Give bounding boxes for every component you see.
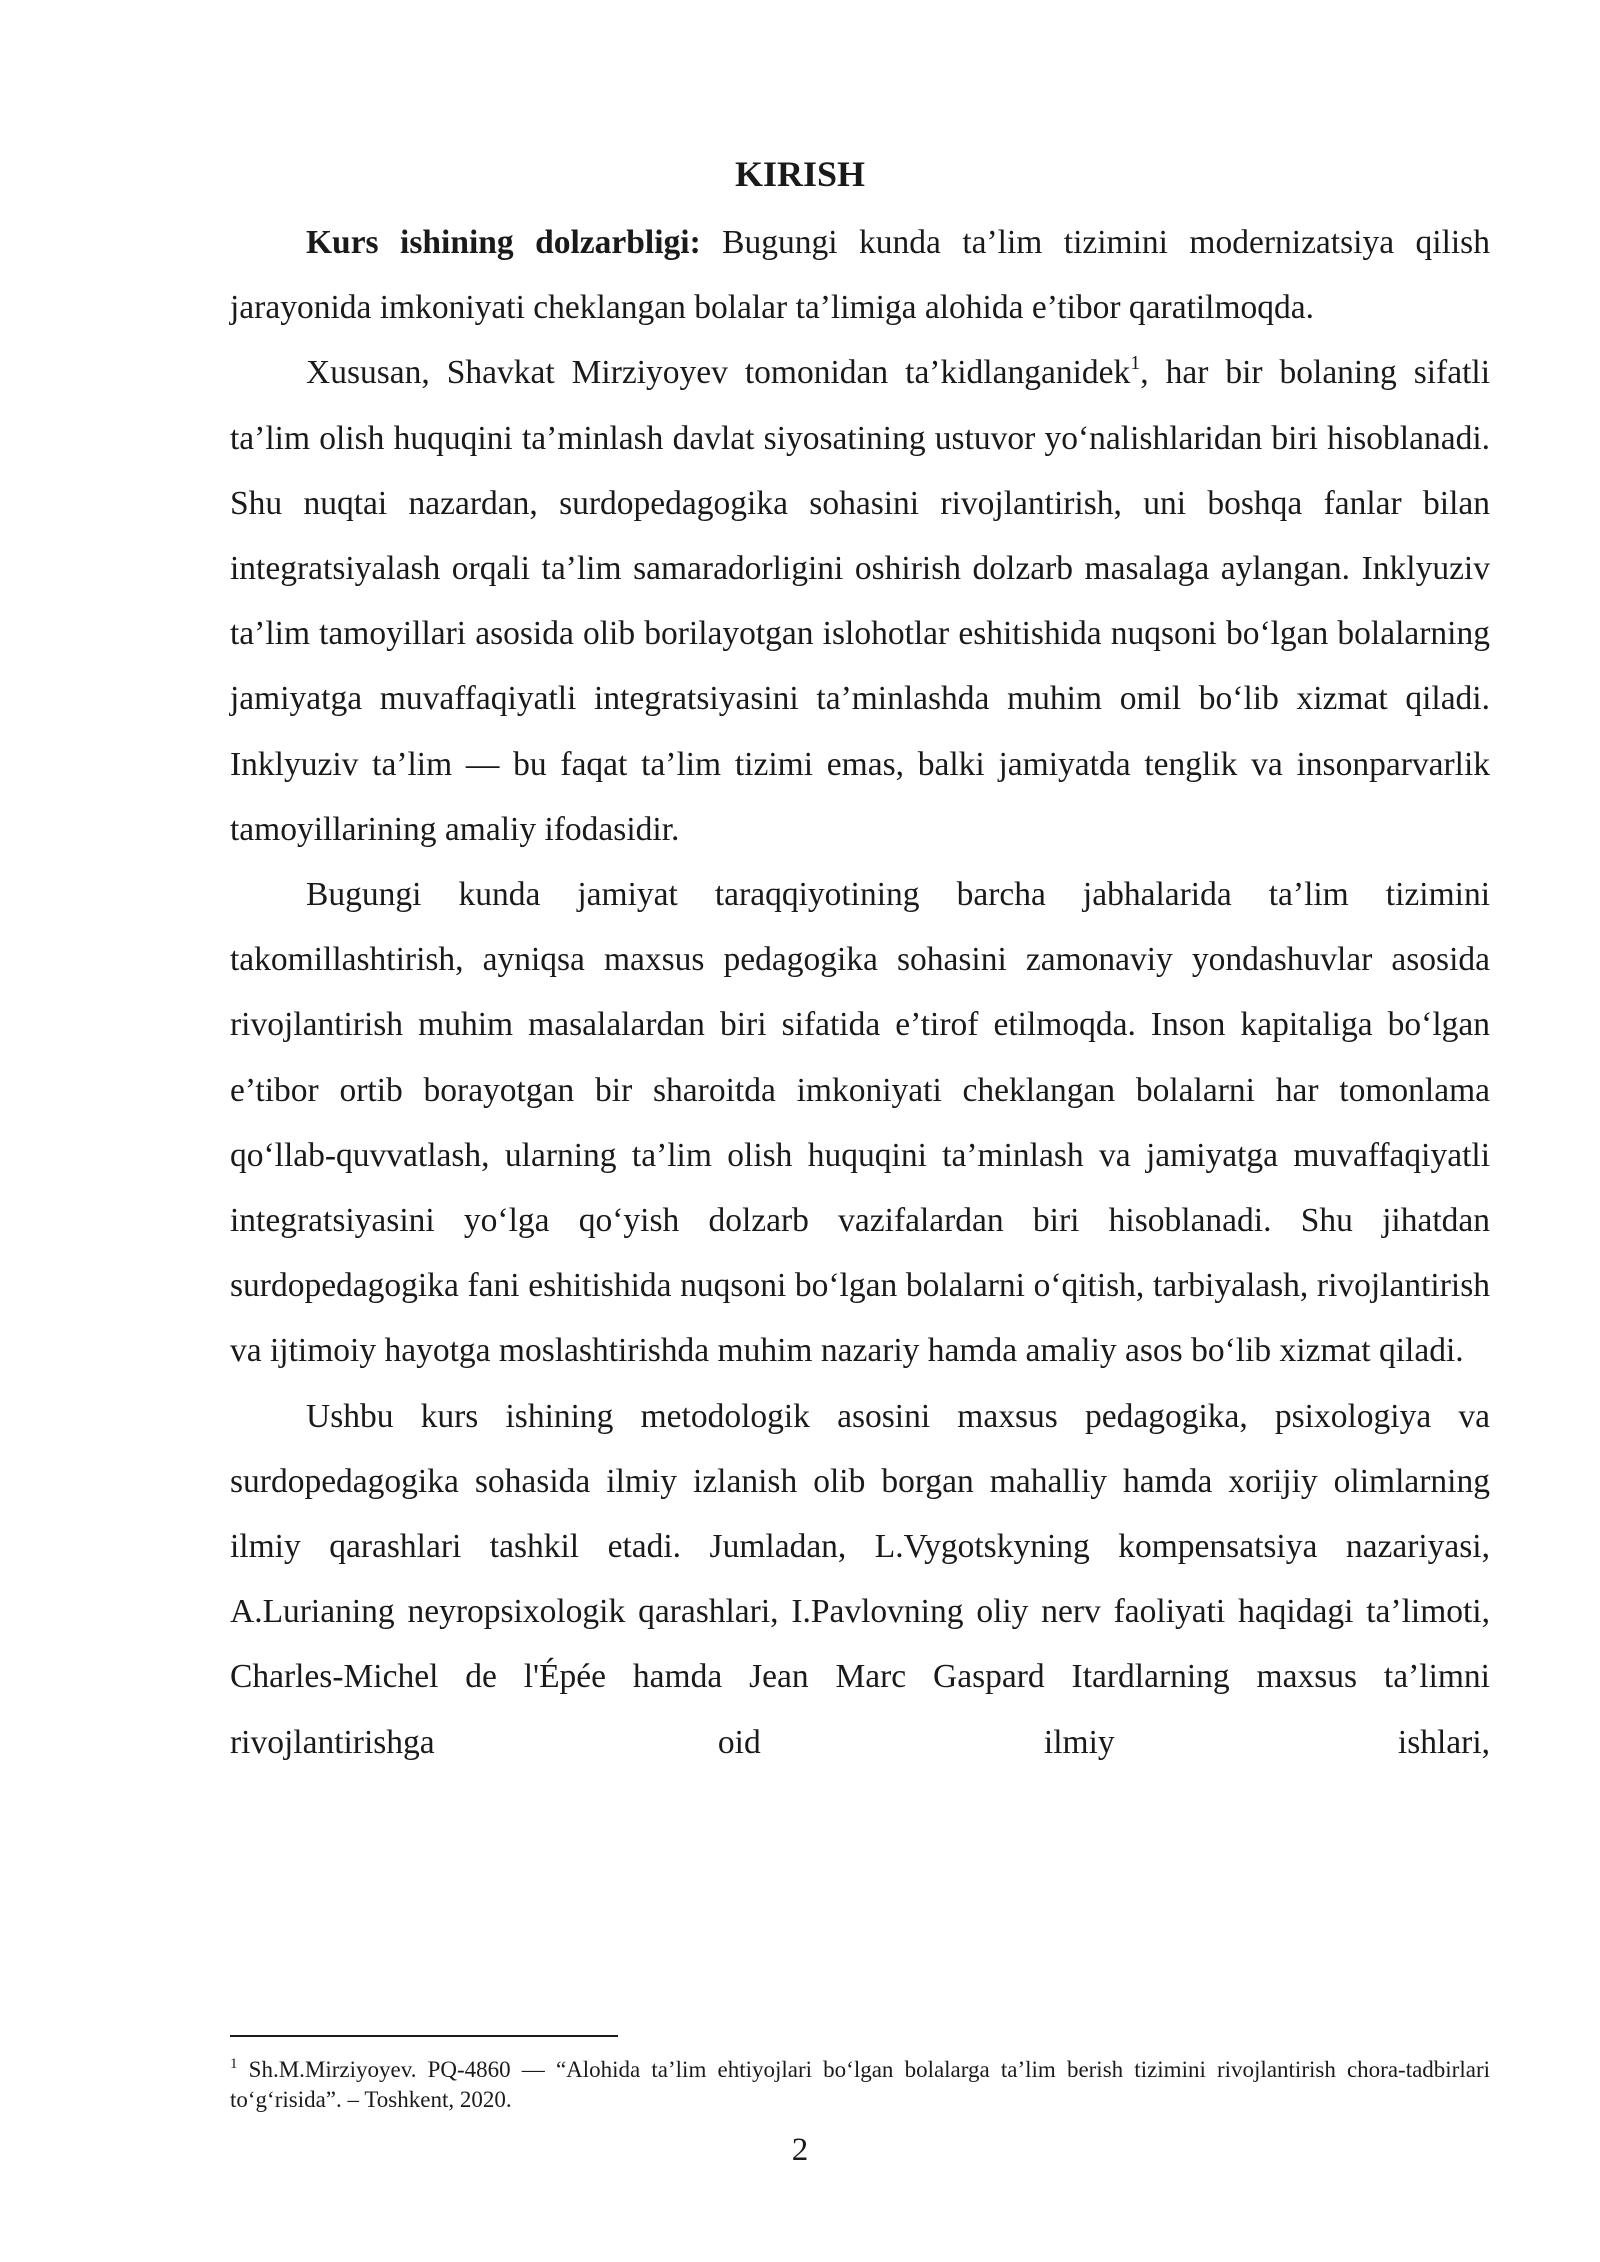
page-number: 2 [791,2132,809,2168]
footnote-mark: 1 [230,2056,238,2072]
paragraph-text: Ushbu kurs ishining metodologik asosini maxsus pedagogika, psixologiya va surdopedagogika sohasida ilmiy izlanish olib borgan mahalliy hamda xorijiy olimlarning ilmiy qarashlari tashkil etadi. Jumladan, L.Vygotskyning kompensatsiya nazariyasi, A.Lurianing neyropsixologik qarashlari, I.Pavlovning oliy nerv faoliyati haqidagi ta’limoti, Charles-Michel de l'Épée hamda Jean Marc Gaspard Itardlarning maxsus ta’limni rivojlantirishga oid ilmiy ishlari, [230,1397,1490,1761]
section-heading: KIRISH [734,154,866,194]
relevance-text: Bugungi kunda ta’lim tizimini modernizatsiya qilish jarayonida imkoniyati cheklangan bolalar ta’limiga alohida e’tibor qaratilmoqda. [230,224,1490,327]
paragraph-text: Bugungi kunda jamiyat taraqqiyotining barcha jabhalarida ta’lim tizimini takomillashtirish, ayniqsa maxsus pedagogika sohasini zamonaviy yondashuvlar asosida rivojlantirish muhim masalalardan biri sifatida e’tirof etilmoqda. Inson kapitaliga bo‘lgan e’tibor ortib borayotgan bir sharoitda imkoniyati cheklangan bolalarni har tomonlama qo‘llab-quvvatlash, ularning ta’lim olish huquqini ta’minlash va jamiyatga muvaffaqiyatli integratsiyasini yo‘lga qo‘yish dolzarb vazifalardan biri hisoblanadi. Shu jihatdan surdopedagogika fani eshitishida nuqsoni bo‘lgan bolalarni o‘qitish, tarbiyalash, rivojlantirish va ijtimoiy hayotga moslashtirishda muhim nazariy hamda amaliy asos bo‘lib xizmat qiladi. [230,876,1490,1370]
footnote-text: Sh.M.Mirziyoyev. PQ-4860 — “Alohida ta’lim ehtiyojlari bo‘lgan bolalarga ta’lim berish tizimini rivojlantirish chora-tadbirlari to‘g‘risida”. – Toshkent, 2020. [230,2057,1490,2112]
paragraph-text: , har bir bolaning sifatli ta’lim olish huquqini ta’minlash davlat siyosatining ustuvor yo‘nalishlaridan biri hisoblanadi. Shu nuqtai nazardan, surdopedagogika sohasini rivojlantirish, uni boshqa fanlar bilan integratsiyalash orqali ta’lim samaradorligini oshirish dolzarb masalaga aylangan. Inklyuziv ta’lim tamoyillari asosida olib borilayotgan islohotlar eshitishida nuqsoni bo‘lgan bolalarning jamiyatga muvaffaqiyatli integratsiyasini ta’minlashda muhim omil bo‘lib xizmat qiladi. Inklyuziv ta’lim — bu faqat ta’lim tizimi emas, balki jamiyatda tenglik va insonparvarlik tamoyillarining amaliy ifodasidir. [230,354,1490,848]
paragraph-relevance [230,210,1490,340]
paragraph-mirziyoyev [230,340,1490,862]
footnote-separator [230,2035,618,2037]
footnote [230,2055,1490,2115]
footnote-reference[interactable]: 1 [1130,352,1141,375]
body-text [230,210,1490,1775]
paragraph-development [230,862,1490,1384]
paragraph-text: Xususan, Shavkat Mirziyoyev tomonidan ta’kidlanganidek [306,354,1131,392]
relevance-label: Kurs ishining dolzarbligi: [306,224,701,261]
paragraph-methodology [230,1384,1490,1775]
